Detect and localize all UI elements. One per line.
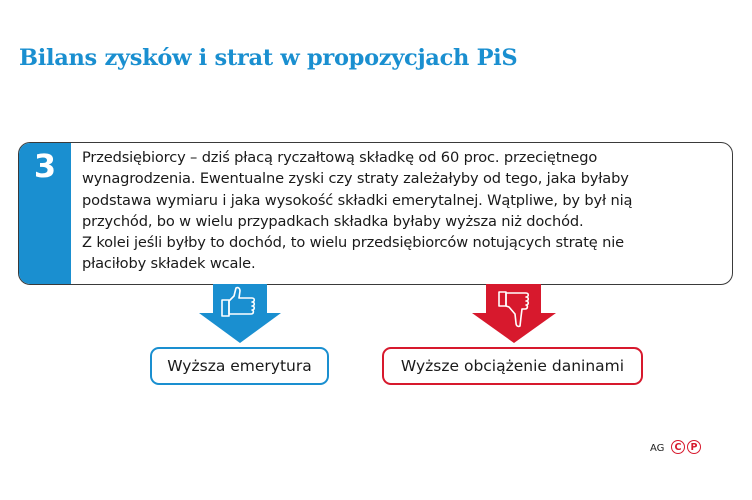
- card-text-line: Przedsiębiorcy – dziś płacą ryczałtową składkę od 60 proc. przeciętnego: [82, 149, 598, 166]
- negative-outcome-label: Wyższe obciążenie daninami: [382, 347, 643, 385]
- card-text-line: przychód, bo w wielu przypadkach składka byłaby wyższa niż dochód.: [82, 212, 584, 230]
- card-text-line: podstawa wymiaru i jaka wysokość składki emerytalnej. Wątpliwe, by był nią: [82, 191, 633, 209]
- publisher-logo: [671, 440, 701, 454]
- card-text-line: Z kolei jeśli byłby to dochód, to wielu przedsiębiorców notujących stratę nie: [82, 234, 624, 252]
- positive-outcome-label: Wyższa emerytura: [150, 347, 329, 385]
- author-credit: AG: [650, 443, 665, 454]
- card-number: 3: [33, 147, 57, 185]
- card-text-line: płaciłoby składek wcale.: [82, 255, 256, 273]
- number-column: [19, 143, 71, 284]
- page-title: Bilans zysków i strat w propozycjach PiS: [19, 45, 518, 71]
- card-text: [82, 147, 722, 275]
- negative-arrow-icon: [471, 284, 557, 344]
- logo-p-icon: P: [687, 440, 701, 454]
- card-text-line: wynagrodzenia. Ewentualne zyski czy straty zależałyby od tego, jaka byłaby: [82, 170, 629, 188]
- positive-arrow-icon: [198, 284, 282, 344]
- info-card: [18, 142, 733, 285]
- logo-c-icon: C: [671, 440, 685, 454]
